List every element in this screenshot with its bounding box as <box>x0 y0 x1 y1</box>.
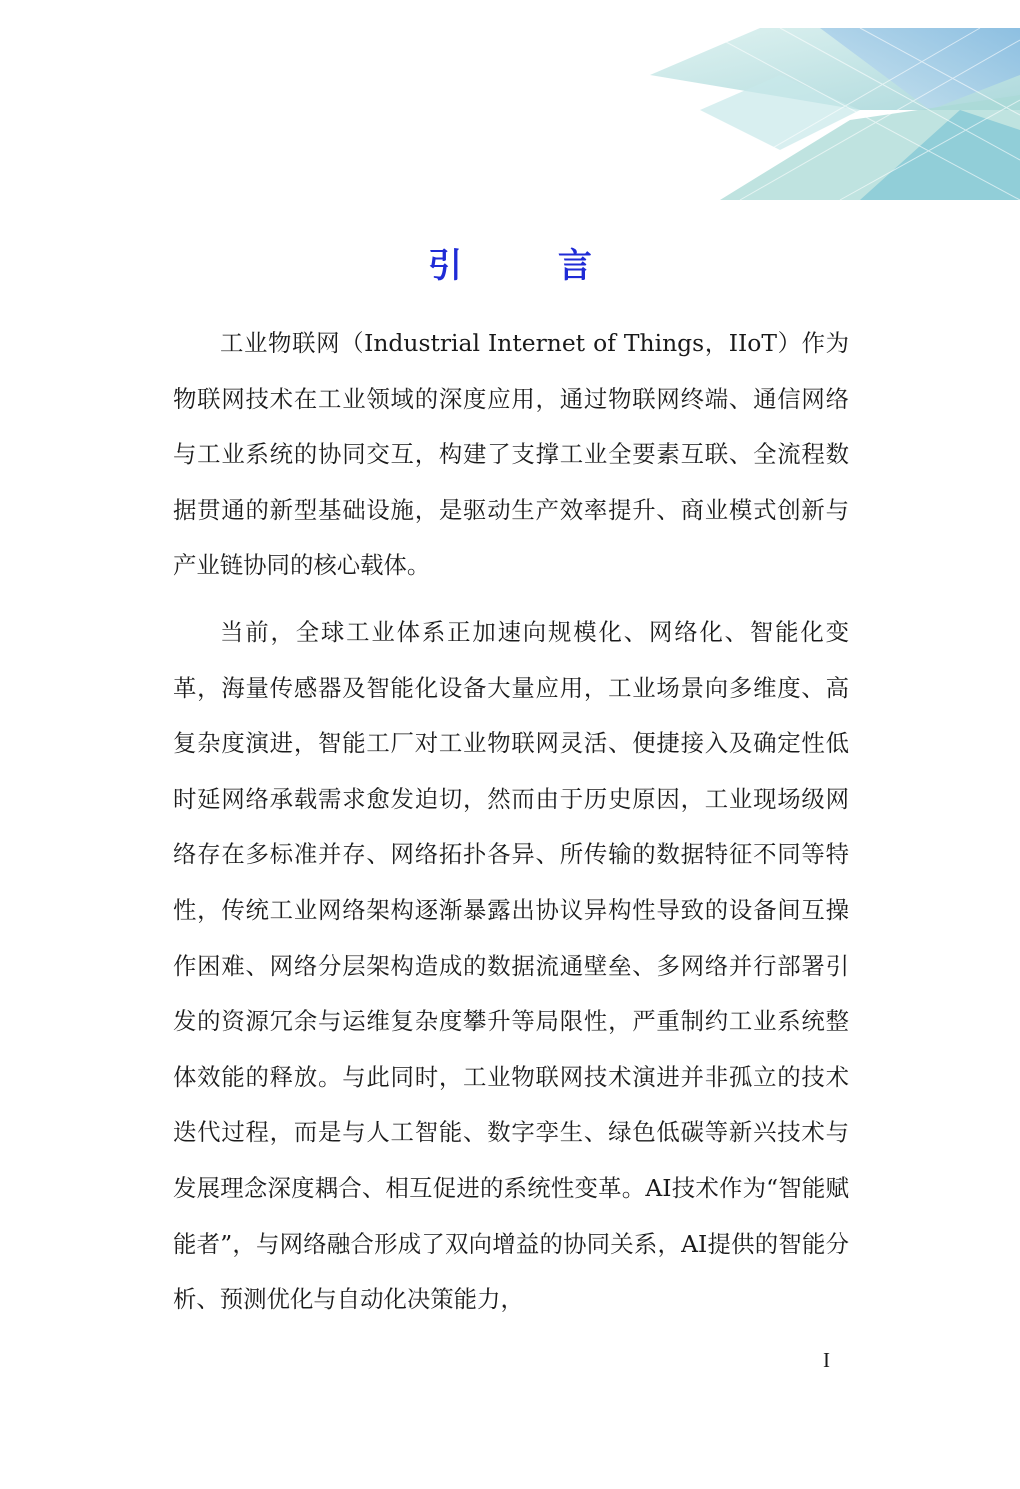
header-decoration <box>0 0 1020 210</box>
body-text <box>173 316 849 1328</box>
page-title: 引 言 <box>428 246 634 286</box>
page-number: I <box>823 1348 830 1372</box>
paragraph-2: 当前，全球工业体系正加速向规模化、网络化、智能化变革，海量传感器及智能化设备大量应用，工业场景向多维度、高复杂度演进，智能工厂对工业物联网灵活、便捷接入及确定性低时延网络承载需求愈发迫切，然而由于历史原因，工业现场级网络存在多标准并存、网络拓扑各异、所传输的数据特征不同等特性，传统工业网络架构逐渐暴露出协议异构性导致的设备间互操作困难、网络分层架构造成的数据流通壁垒、多网络并行部署引发的资源冗余与运维复杂度攀升等局限性，严重制约工业系统整体效能的释放。与此同时，工业物联网技术演进并非孤立的技术迭代过程，而是与人工智能、数字孪生、绿色低碳等新兴技术与发展理念深度耦合、相互促进的系统性变革。AI技术作为“智能赋能者”，与网络融合形成了双向增益的协同关系，AI提供的智能分析、预测优化与自动化决策能力， <box>173 617 849 1314</box>
paragraph-1: 工业物联网（Industrial Internet of Things，IIoT）作为物联网技术在工业领域的深度应用，通过物联网终端、通信网络与工业系统的协同交互，构建了支撑工业全要素互联、全流程数据贯通的新型基础设施，是驱动生产效率提升、商业模式创新与产业链协同的核心载体。 <box>173 329 849 580</box>
